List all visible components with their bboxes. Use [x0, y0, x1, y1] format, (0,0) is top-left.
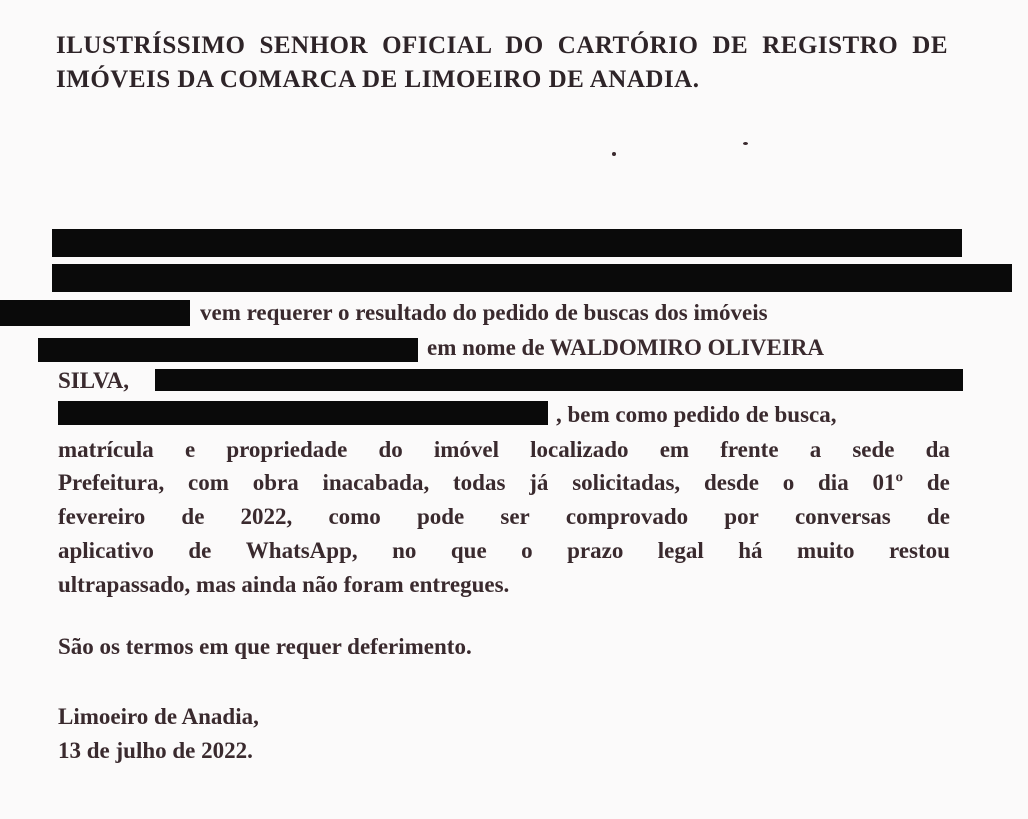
word: e — [184, 437, 196, 462]
word: por — [724, 504, 759, 529]
word: localizado — [530, 437, 629, 462]
redaction-bar — [0, 300, 190, 326]
word: desde — [703, 470, 759, 495]
body-line: vem requerer o resultado do pedido de buscas dos imóveis — [200, 300, 768, 325]
word: o — [521, 538, 533, 563]
redaction-bar — [58, 401, 548, 425]
word: de — [181, 504, 205, 529]
word: dia — [818, 470, 849, 495]
word: de — [926, 504, 950, 529]
word: prazo — [567, 538, 624, 563]
word: em — [659, 437, 690, 462]
date-line: 13 de julho de 2022. — [58, 738, 253, 763]
word: muito — [797, 538, 855, 563]
word: aplicativo — [58, 538, 154, 563]
word: imóvel — [433, 437, 500, 462]
word: fevereiro — [58, 504, 146, 529]
scan-speck — [612, 152, 616, 156]
place-line: Limoeiro de Anadia, — [58, 704, 259, 729]
word: há — [738, 538, 763, 563]
body-line-justified — [58, 470, 950, 496]
word: conversas — [794, 504, 891, 529]
word: todas — [453, 470, 506, 495]
body-line: , bem como pedido de busca, — [556, 402, 837, 427]
document-header: ILUSTRÍSSIMO SENHOR OFICIAL DO CARTÓRIO DE REGISTRO DE IMÓVEIS DA COMARCA DE LIMOEIRO DE ANADIA. — [56, 32, 948, 93]
body-line: SILVA, — [58, 368, 129, 393]
redaction-bar — [155, 369, 963, 391]
word: solicitadas, — [572, 470, 681, 495]
word: 2022, — [240, 504, 293, 529]
word: de — [926, 470, 950, 495]
word: de — [188, 538, 212, 563]
closing-line: São os termos em que requer deferimento. — [58, 634, 472, 659]
body-line-justified — [58, 437, 950, 463]
word: a — [809, 437, 822, 462]
word: o — [782, 470, 795, 495]
word: pode — [416, 504, 465, 529]
word: como — [328, 504, 381, 529]
redaction-bar — [38, 338, 418, 362]
body-line: ultrapassado, mas ainda não foram entregues. — [58, 572, 510, 597]
word: sede — [852, 437, 895, 462]
word: que — [450, 538, 487, 563]
word: inacabada, — [322, 470, 430, 495]
word: ser — [500, 504, 530, 529]
word: da — [925, 437, 950, 462]
word: restou — [889, 538, 950, 563]
word: frente — [720, 437, 779, 462]
word: 01º — [872, 470, 904, 495]
word: no — [392, 538, 417, 563]
word: já — [529, 470, 549, 495]
redaction-bar — [52, 264, 1012, 292]
body-line: em nome de WALDOMIRO OLIVEIRA — [427, 335, 824, 360]
word: Prefeitura, — [58, 470, 165, 495]
word: propriedade — [226, 437, 348, 462]
word: matrícula — [58, 437, 154, 462]
word: legal — [657, 538, 704, 563]
word: WhatsApp, — [245, 538, 358, 563]
word: do — [378, 437, 403, 462]
word: com — [188, 470, 229, 495]
word: obra — [252, 470, 299, 495]
redaction-bar — [52, 229, 962, 257]
word: comprovado — [565, 504, 689, 529]
body-line-justified — [58, 538, 950, 564]
body-line-justified — [58, 504, 950, 530]
scan-speck — [743, 142, 748, 145]
